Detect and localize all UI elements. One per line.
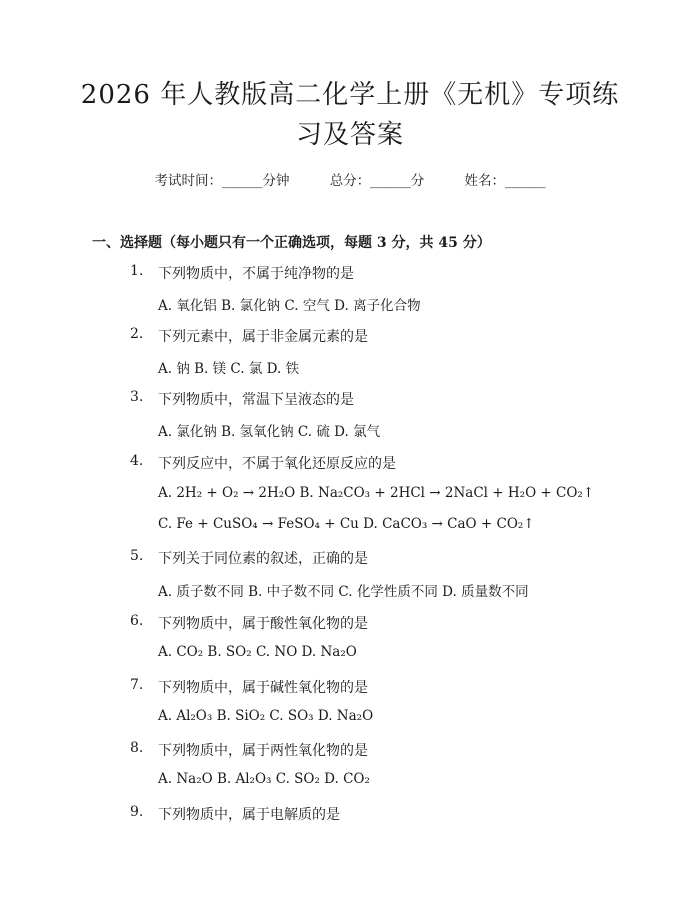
question-options: A. CO₂ B. SO₂ C. NO D. Na₂O (158, 644, 357, 660)
question-options: A. Na₂O B. Al₂O₃ C. SO₂ D. CO₂ (158, 771, 370, 787)
question-number: 7. (130, 677, 144, 693)
question-options: A. 2H₂ + O₂ → 2H₂O B. Na₂CO₃ + 2HCl → 2NaCl + H₂O + CO₂↑ (158, 485, 595, 501)
exam-score: 总分：______分 (329, 173, 425, 189)
question-text: 下列物质中，属于两性氧化物的是 (158, 743, 368, 759)
question-text: 下列物质中，属于电解质的是 (158, 807, 340, 823)
section-heading: 一、选择题（每小题只有一个正确选项，每题 3 分，共 45 分） (92, 235, 491, 251)
question-options: A. 氧化铝 B. 氯化钠 C. 空气 D. 离子化合物 (158, 298, 421, 314)
question-options: A. 钠 B. 镁 C. 氯 D. 铁 (158, 361, 300, 377)
question-text: 下列关于同位素的叙述，正确的是 (158, 551, 368, 567)
question-text: 下列反应中，不属于氧化还原反应的是 (158, 456, 396, 472)
exam-info (0, 169, 700, 189)
question-text: 下列物质中，不属于纯净物的是 (158, 266, 354, 282)
question-options: A. Al₂O₃ B. SiO₂ C. SO₃ D. Na₂O (158, 708, 374, 724)
question-text: 下列物质中，常温下呈液态的是 (158, 392, 354, 408)
question-text: 下列物质中，属于酸性氧化物的是 (158, 616, 368, 632)
exam-time: 考试时间：______分钟 (154, 173, 290, 189)
doc-title-line1: 2026 年人教版高二化学上册《无机》专项练 (80, 80, 620, 110)
question-text: 下列物质中，属于碱性氧化物的是 (158, 680, 368, 696)
question-options: A. 氯化钠 B. 氢氧化钠 C. 硫 D. 氯气 (158, 424, 381, 440)
question-options: C. Fe + CuSO₄ → FeSO₄ + Cu D. CaCO₃ → CaO + CO₂↑ (158, 516, 535, 532)
question-number: 9. (130, 804, 144, 820)
question-number: 2. (130, 326, 144, 342)
question-options: A. 质子数不同 B. 中子数不同 C. 化学性质不同 D. 质量数不同 (158, 584, 529, 600)
exam-name: 姓名：______ (464, 173, 546, 189)
question-text: 下列元素中，属于非金属元素的是 (158, 329, 368, 345)
doc-title-line2: 习及答案 (295, 120, 404, 150)
question-number: 4. (130, 453, 144, 469)
question-number: 1. (130, 263, 144, 279)
question-number: 8. (130, 740, 144, 756)
question-number: 5. (130, 548, 144, 564)
question-number: 3. (130, 389, 144, 405)
question-number: 6. (130, 613, 144, 629)
